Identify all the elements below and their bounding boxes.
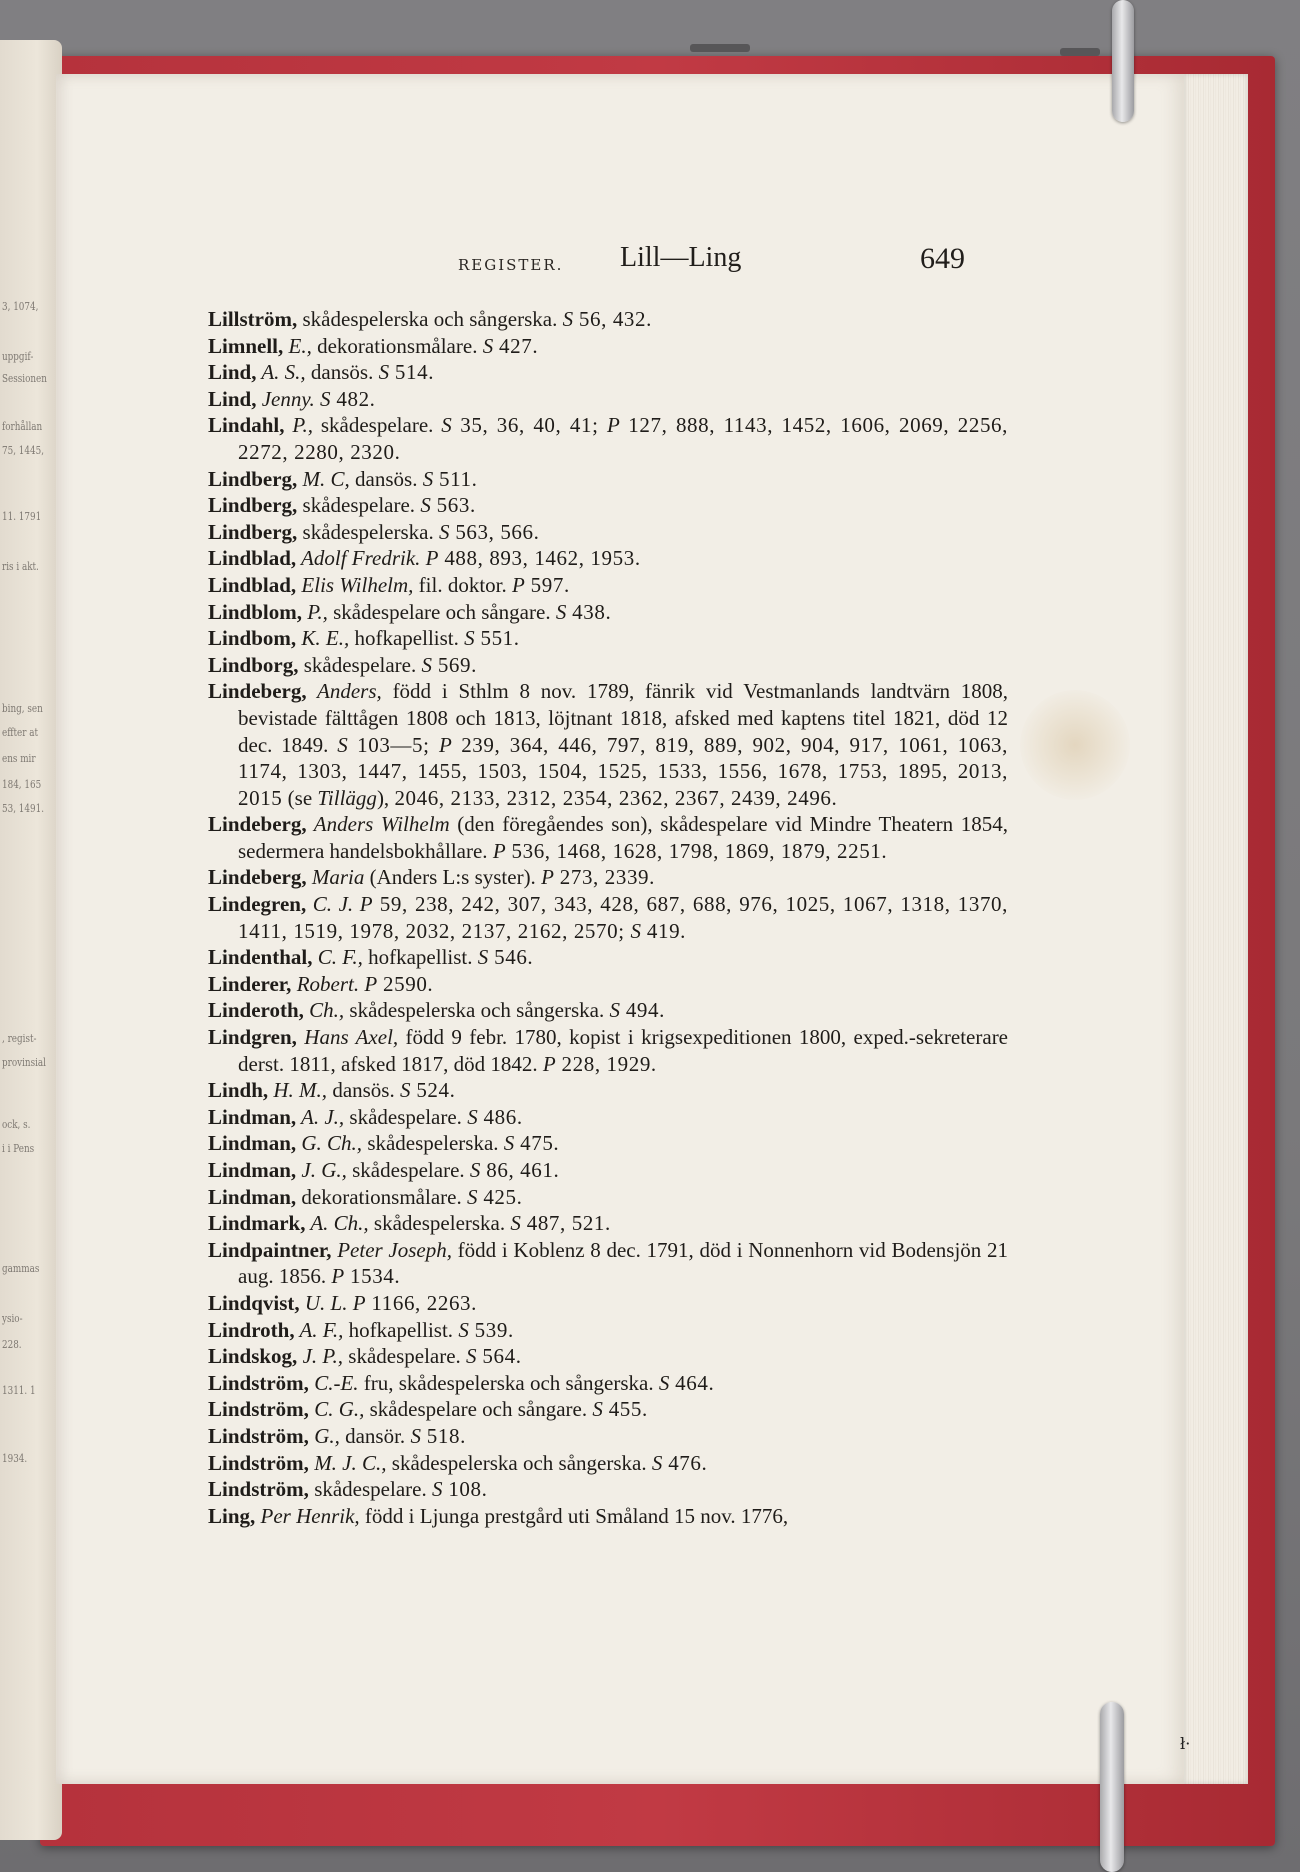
entry-refs: P 59, 238, 242, 307, 343, 428, 687, 688, 976, 1025, 1067, 1318, 1370, 1411, 1519, 1978, 2032, 2137, 2162, 2570; S 419. [238, 892, 1009, 943]
entry-given: G., [308, 1423, 340, 1448]
entry-refs: P 1534. [331, 1264, 401, 1289]
entry-refs: P 2590. [364, 971, 434, 996]
register-entry [208, 1423, 1008, 1450]
register-entry [208, 1077, 1008, 1104]
entry-refs: S 56, 432. [562, 307, 652, 331]
entry-surname: Lindeberg, [208, 679, 307, 704]
prev-page-margin-text: gammas [2, 1262, 40, 1275]
prev-page-margin-text: ysio- [2, 1312, 23, 1325]
entry-surname: Lillström, [208, 307, 298, 331]
entry-surname: Lindström, [208, 1450, 309, 1475]
prev-page-margin-text: 11. 1791 [2, 510, 42, 523]
paper-stain [1020, 690, 1130, 800]
page-number: 649 [920, 242, 965, 275]
entry-surname: Lindgren, [208, 1025, 297, 1050]
entry-text: (den föregåendes son), skådespelare vid Mindre Theatern 1854, sedermera handelsbokhållare. [238, 812, 1008, 863]
entry-refs: S 427. [482, 333, 539, 358]
entry-surname: Lindeberg, [208, 865, 307, 890]
entry-given: Robert. [291, 971, 360, 996]
entry-surname: Lindblad, [208, 572, 297, 597]
entry-refs: S 455. [592, 1397, 648, 1422]
entry-text: skådespelerska. [362, 1131, 504, 1156]
entry-refs: S 494. [609, 998, 665, 1023]
entry-refs: S 511. [422, 466, 478, 491]
register-entry [208, 492, 1008, 519]
register-entry [208, 412, 1008, 465]
entry-text: hofkapellist. [349, 626, 465, 651]
entry-refs: P 488, 893, 1462, 1953. [425, 546, 641, 571]
entry-given: A. J., [296, 1104, 345, 1129]
entry-refs: S 564. [466, 1344, 522, 1369]
entry-text: (Anders L:s syster). [364, 865, 542, 890]
entry-text: skådespelare och sångare. [364, 1397, 593, 1422]
entry-refs: S 482. [320, 386, 376, 411]
register-entry [208, 1157, 1008, 1184]
entry-refs: S 86, 461. [469, 1158, 560, 1182]
entry-refs: S 539. [458, 1317, 514, 1342]
register-entry [208, 386, 1008, 413]
entry-surname: Lind, [208, 386, 257, 411]
entry-text: skådespelare. [308, 1477, 432, 1502]
entry-text: född 9 febr. 1780, kopist i krigsexpeditionen 1800, exped.-sekreterare derst. 1811, afsked 1817, död 1842. [238, 1025, 1009, 1076]
entry-text: skådespelare. [343, 1344, 467, 1369]
prev-page-margin-text: ris i akt. [2, 560, 39, 573]
clamp-bottom [1100, 1702, 1124, 1872]
prev-page-margin-text: , regist- [2, 1032, 37, 1045]
register-entry [208, 1450, 1008, 1477]
prev-page-margin-text: ock, s. [2, 1118, 31, 1131]
entry-text: hofkapellist. [362, 945, 478, 970]
clamp-top [1112, 0, 1134, 122]
entry-surname: Lindh, [208, 1078, 269, 1103]
entry-given: Anders Wilhelm [306, 812, 450, 837]
running-header-title: Lill—Ling [620, 242, 742, 273]
register-entry [208, 306, 1008, 333]
register-entry [208, 944, 1008, 971]
entry-text: född i Koblenz 8 dec. 1791, död i Nonnenhorn vid Bodensjön 21 aug. 1856. [238, 1237, 1009, 1289]
entry-text: dekorationsmålare. [296, 1184, 467, 1209]
entry-text: skådespelare och sångare. [327, 599, 556, 624]
entry-surname: Lindberg, [208, 466, 298, 491]
running-header-label: REGISTER. [458, 256, 564, 274]
entry-given: Peter Joseph, [331, 1237, 452, 1262]
register-entry [208, 971, 1008, 998]
entry-surname: Lindström, [208, 1370, 309, 1395]
entry-given: Tillägg [317, 785, 377, 810]
entry-surname: Lindahl, [208, 413, 285, 438]
entry-refs: 2046, 2133, 2312, 2354, 2362, 2367, 2439, 2496. [394, 785, 838, 810]
register-entry [208, 572, 1008, 599]
register-entry [208, 1237, 1008, 1290]
entry-text: skådespelare. [346, 1158, 470, 1182]
prev-page-margin-text: forhållan [2, 420, 43, 433]
entry-given: P., [301, 599, 328, 624]
prev-page-margin-text: effter at [2, 726, 38, 739]
entry-text: skådespelerska och sångerska. [344, 998, 610, 1023]
register-entry [208, 519, 1008, 546]
entry-refs: S 475. [503, 1131, 560, 1156]
register-entry [208, 1024, 1008, 1077]
entry-given: J. P., [297, 1344, 344, 1369]
entry-given: Per Henrik, [255, 1503, 360, 1528]
entry-text: skådespelare. [312, 413, 442, 438]
prev-page-margin-text: 228. [2, 1338, 22, 1351]
register-entry [208, 466, 1008, 493]
entry-text: skådespelerska. [297, 519, 439, 544]
register-entry [208, 333, 1008, 360]
entry-text: hofkapellist. [343, 1317, 459, 1342]
register-entries [208, 306, 1008, 1529]
prev-page-margin-text: uppgif- [2, 350, 34, 363]
register-entry [208, 1210, 1008, 1237]
register-entry [208, 678, 1008, 811]
entry-text: född i Ljunga prestgård uti Småland 15 nov. 1776, [359, 1503, 789, 1528]
entry-refs: P 597. [512, 572, 570, 597]
entry-refs: S 487, 521. [510, 1211, 611, 1236]
entry-text: skådespelare. [298, 652, 422, 677]
entry-given: Maria [306, 865, 365, 890]
entry-refs: P 228, 1929. [542, 1051, 657, 1076]
entry-surname: Lindegren, [208, 892, 307, 917]
prev-page-margin-text: provinsial [2, 1056, 46, 1069]
entry-text: dansör. [339, 1423, 411, 1448]
entry-surname: Lind, [208, 360, 257, 385]
entry-text [353, 892, 360, 916]
prev-page-margin-text: bing, sen [2, 702, 43, 715]
entry-given: A. S., [256, 360, 306, 385]
register-entry [208, 891, 1008, 944]
entry-surname: Lindman, [208, 1131, 297, 1156]
entry-refs: S 518. [410, 1423, 466, 1448]
entry-given: C. G., [308, 1397, 365, 1422]
register-entry [208, 359, 1008, 386]
entry-surname: Lindman, [208, 1104, 297, 1129]
entry-given: K. E., [296, 626, 350, 651]
entry-refs: S 476. [651, 1450, 708, 1475]
entry-refs: P 273, 2339. [541, 865, 655, 890]
register-entry [208, 1317, 1008, 1344]
prev-page-margin-text: 184, 165 [2, 778, 42, 791]
entry-text: dansös. [349, 466, 423, 491]
entry-text: skådespelerska och sångerska. [297, 307, 563, 331]
entry-given: Elis Wilhelm, [296, 572, 414, 597]
entry-given: A. F., [294, 1317, 344, 1342]
entry-surname: Lindeberg, [208, 812, 307, 837]
entry-surname: Lindman, [208, 1158, 297, 1182]
entry-refs: S 514. [378, 360, 435, 385]
prev-page-margin-text: i i Pens [2, 1142, 35, 1155]
register-entry [208, 1104, 1008, 1131]
register-entry [208, 1290, 1008, 1317]
prev-page-margin-text: 1934. [2, 1452, 28, 1465]
entry-refs: S 486. [467, 1104, 523, 1129]
entry-surname: Lindqvist, [208, 1290, 300, 1315]
entry-surname: Lindbom, [208, 626, 297, 651]
entry-refs: S 563, 566. [438, 519, 540, 544]
register-entry [208, 1476, 1008, 1503]
clamp-tab-right [1060, 48, 1100, 56]
entry-surname: Linderer, [208, 971, 292, 996]
entry-surname: Limnell, [208, 333, 284, 358]
entry-refs: S 103—5; P 239, 364, 446, 797, 819, 889, 902, 904, 917, 1061, 1063, 1174, 1303, 1447, 1455, 1503, 1504, 1525, 1533, 1556, 1678, 1753, 1895, 2013, 2015 [238, 732, 1008, 810]
entry-given: G. Ch., [296, 1131, 363, 1156]
entry-text: fru, skådespelerska och sångerska. [358, 1370, 659, 1395]
page-block-edges [1184, 74, 1248, 1784]
register-entry [208, 1343, 1008, 1370]
entry-given: P., [284, 413, 313, 438]
entry-refs: S 464. [658, 1370, 715, 1395]
entry-text: fil. doktor. [413, 572, 512, 597]
entry-text: dekorationsmålare. [311, 333, 483, 358]
entry-given: C. J. [306, 892, 354, 917]
entry-text: född i Sthlm 8 nov. 1789, fänrik vid Vestmanlands landtvärn 1808, bevistade fälttågen 1808 och 1813, löjtnant 1818, afsked med kaptens titel 1821, död 12 dec. 1849. [238, 679, 1008, 757]
entry-given: Adolf Fredrik. [296, 546, 421, 571]
entry-surname: Lindström, [208, 1397, 309, 1422]
entry-surname: Linderoth, [208, 998, 304, 1023]
entry-text: dansös. [327, 1078, 400, 1103]
entry-given: C. F., [312, 945, 363, 970]
entry-surname: Ling, [208, 1503, 256, 1528]
entry-text: dansös. [305, 360, 379, 385]
entry-surname: Lindberg, [208, 519, 298, 544]
entry-text: skådespelerska och sångerska. [386, 1450, 652, 1475]
register-entry [208, 1370, 1008, 1397]
register-entry [208, 599, 1008, 626]
entry-text: skådespelerska. [368, 1211, 511, 1236]
entry-surname: Lindblom, [208, 599, 302, 624]
entry-surname: Lindenthal, [208, 945, 313, 970]
register-entry [208, 1503, 1008, 1530]
prev-page-margin-text: 1311. 1 [2, 1384, 36, 1397]
entry-given: A. Ch., [305, 1211, 369, 1236]
entry-refs: P 1166, 2263. [352, 1290, 477, 1315]
entry-text: ), [376, 785, 395, 810]
entry-given: Hans Axel, [296, 1025, 399, 1050]
register-entry [208, 1184, 1008, 1211]
entry-surname: Lindblad, [208, 546, 297, 571]
entry-given: M. J. C., [308, 1450, 387, 1475]
entry-refs: S 108. [431, 1477, 488, 1502]
entry-text: skådespelare. [344, 1104, 468, 1129]
entry-given: E., [283, 333, 312, 358]
entry-given: Ch., [303, 998, 345, 1023]
entry-given: J. G., [296, 1158, 347, 1182]
entry-surname: Lindström, [208, 1423, 309, 1448]
entry-surname: Lindroth, [208, 1317, 295, 1342]
entry-given: U. L. [299, 1290, 348, 1315]
entry-surname: Lindpaintner, [208, 1237, 332, 1262]
entry-refs: P 536, 1468, 1628, 1798, 1869, 1879, 2251. [492, 838, 888, 863]
register-entry [208, 1130, 1008, 1157]
entry-refs: S 35, 36, 40, 41; P 127, 888, 1143, 1452, 1606, 2069, 2256, 2272, 2280, 2320. [238, 413, 1008, 464]
previous-page-edge [0, 40, 62, 1840]
entry-refs: S 546. [477, 945, 534, 970]
entry-surname: Lindman, [208, 1184, 297, 1209]
entry-surname: Lindskog, [208, 1344, 298, 1369]
prev-page-margin-text: 75, 1445, [2, 444, 44, 457]
register-entry [208, 997, 1008, 1024]
prev-page-margin-text: ens mir [2, 752, 36, 765]
register-entry [208, 652, 1008, 679]
entry-given: C.-E. [308, 1370, 359, 1395]
register-entry [208, 625, 1008, 652]
entry-refs: S 563. [420, 493, 476, 518]
footer-mark: ł· [1180, 1734, 1191, 1753]
entry-given: Jenny. [256, 386, 315, 411]
register-entry [208, 545, 1008, 572]
register-entry [208, 864, 1008, 891]
entry-refs: S 425. [466, 1184, 523, 1209]
prev-page-margin-text: 3, 1074, [2, 300, 39, 313]
entry-given: H. M., [268, 1078, 328, 1103]
clamp-tab-left [690, 44, 750, 52]
entry-text: (se [282, 785, 318, 810]
entry-given: M. C, [297, 466, 350, 491]
entry-given: Anders, [306, 679, 382, 704]
entry-refs: S 524. [399, 1078, 456, 1103]
register-entry [208, 811, 1008, 864]
entry-surname: Lindmark, [208, 1211, 306, 1236]
entry-refs: S 438. [555, 599, 612, 624]
entry-surname: Lindberg, [208, 493, 298, 518]
entry-surname: Lindborg, [208, 652, 299, 677]
entry-surname: Lindström, [208, 1477, 309, 1502]
entry-refs: S 569. [421, 652, 477, 677]
prev-page-margin-text: Sessionen [2, 372, 47, 385]
entry-text: skådespelare. [297, 493, 421, 518]
register-entry [208, 1396, 1008, 1423]
entry-refs: S 551. [464, 626, 520, 651]
prev-page-margin-text: 53, 1491. [2, 802, 44, 815]
